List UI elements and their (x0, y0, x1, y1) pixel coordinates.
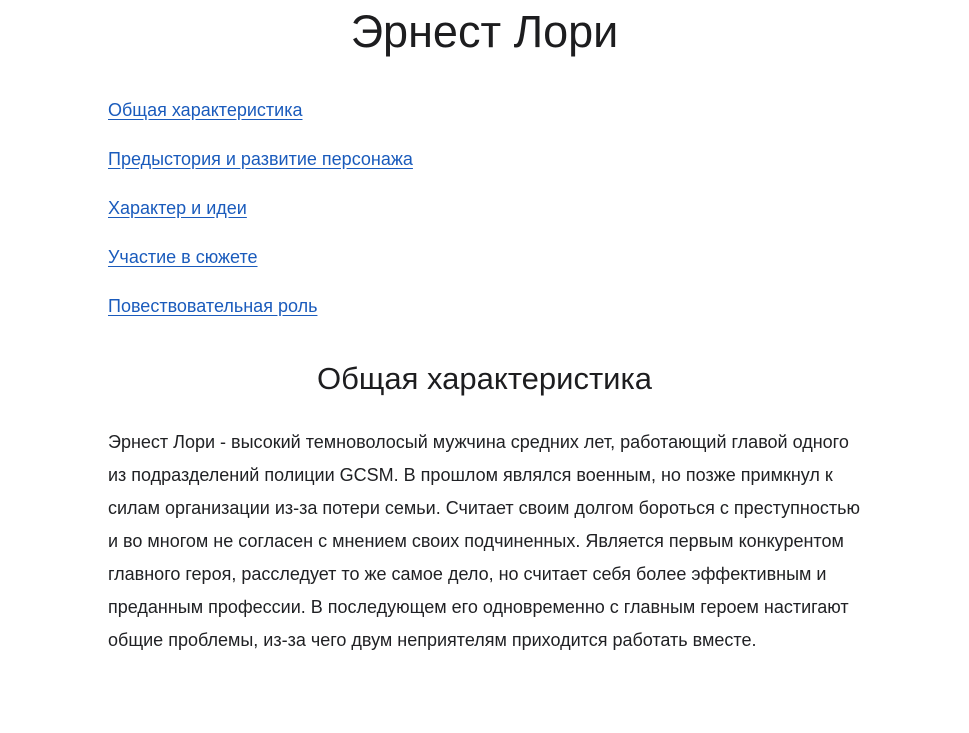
section-paragraph: Эрнест Лори - высокий темноволосый мужчина средних лет, работающий главой одного из подразделений полиции GCSM. В прошлом являлся военным, но позже примкнул к силам организации из-за потери семьи. Считает своим долгом бороться с преступностью и во многом не согласен с мнением своих подчиненных. Является первым конкурентом главного героя, расследует то же самое дело, но считает себя более эффективным и преданным профессии. В последующем его одновременно с главным героем настигают общие проблемы, из-за чего двум неприятелям приходится работать вместе. (108, 432, 860, 650)
document-page (0, 6, 969, 733)
page-title: Эрнест Лори (350, 6, 619, 57)
toc-row (108, 149, 861, 170)
section-heading: Общая характеристика (317, 361, 652, 396)
toc-row (108, 296, 861, 317)
toc-row (108, 198, 861, 219)
table-of-contents (108, 100, 861, 317)
section-obshchaya-kharakteristika (108, 361, 861, 657)
toc-link-predystoriya-i-razvitie-personazha[interactable]: Предыстория и развитие персонажа (108, 149, 413, 169)
toc-link-povestvovatelnaya-rol[interactable]: Повествовательная роль (108, 296, 318, 316)
toc-link-obshchaya-kharakteristika[interactable]: Общая характеристика (108, 100, 303, 120)
toc-link-uchastie-v-syuzhete[interactable]: Участие в сюжете (108, 247, 258, 267)
toc-row (108, 100, 861, 121)
toc-link-kharakter-i-idei[interactable]: Характер и идеи (108, 198, 247, 218)
toc-row (108, 247, 861, 268)
